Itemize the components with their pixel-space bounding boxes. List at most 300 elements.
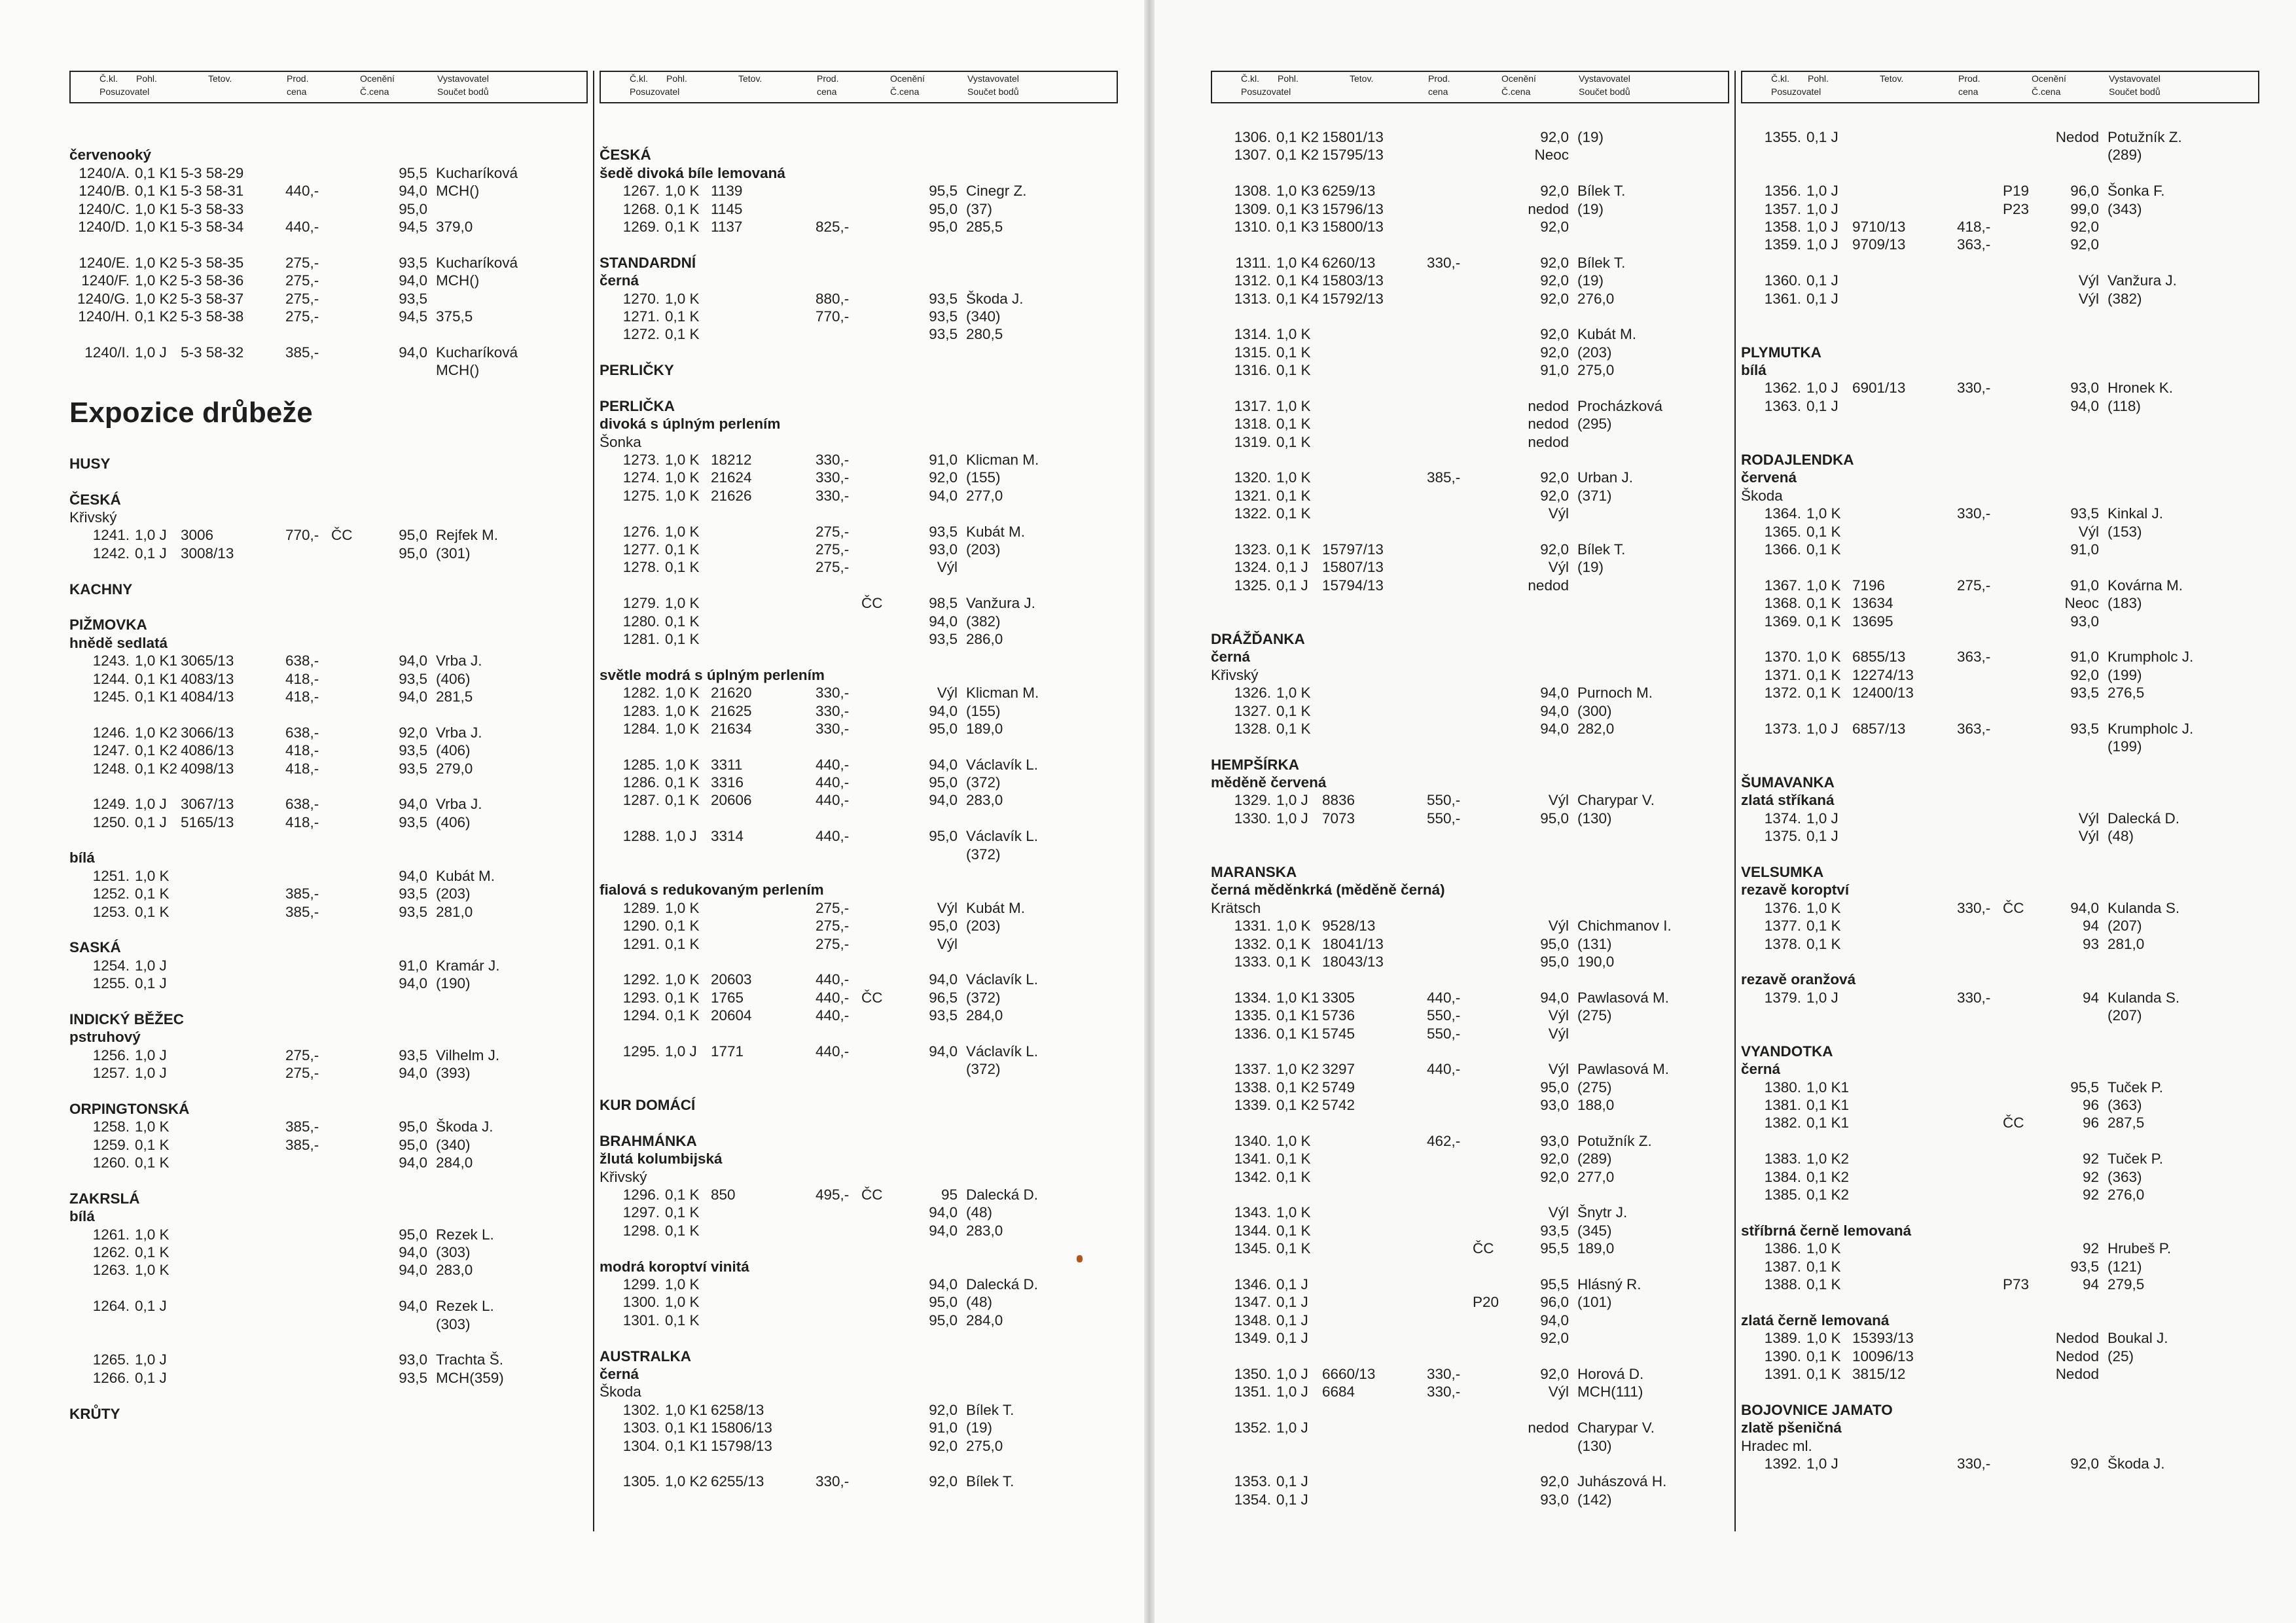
table-row: [69, 813, 588, 831]
spacer: [1741, 846, 2259, 863]
entry-sex: 1,0 K: [1806, 505, 1841, 522]
entry-score: 93,5: [399, 1046, 427, 1063]
entry-sex: 0,1 K: [1276, 1240, 1311, 1257]
entry-sex: 1,0 K4: [1276, 254, 1319, 271]
entry-number: 1248.: [92, 760, 130, 777]
header-ckl: Č.kl.: [99, 73, 118, 84]
table-row: [600, 1007, 1118, 1024]
entry-exhibitor: Charypar V.: [1577, 1419, 1655, 1436]
entry-number: 1285.: [622, 756, 660, 773]
entry-score: 95,5: [1540, 1240, 1569, 1257]
table-row: [600, 1222, 1118, 1240]
entry-exhibitor: (372): [966, 846, 1001, 863]
entry-ring: 1145: [711, 200, 743, 217]
table-row: [1741, 541, 2259, 558]
table-row: [1741, 1258, 2259, 1275]
entry-sex: 0,1 K: [665, 989, 700, 1006]
entry-exhibitor: 280,5: [966, 326, 1003, 343]
entry-number: 1377.: [1764, 918, 1801, 935]
table-row: [69, 1315, 588, 1333]
entry-sex: 1,0 K1: [1276, 989, 1319, 1006]
table-row: [600, 558, 1118, 576]
entry-exhibitor: (303): [436, 1315, 471, 1332]
entry-ring: 15393/13: [1852, 1330, 1914, 1347]
entry-sex: 0,1 J: [135, 813, 167, 830]
entry-number: 1341.: [1234, 1150, 1271, 1168]
entry-score: Nedod: [2055, 1347, 2099, 1364]
entry-score: 95,0: [399, 544, 427, 562]
entry-exhibitor: (37): [966, 200, 993, 217]
table-row: [69, 760, 588, 777]
entry-exhibitor: Bílek T.: [966, 1473, 1014, 1490]
entry-number: 1365.: [1764, 523, 1801, 540]
column-1: [69, 71, 588, 1423]
entry-sex: 1,0 J: [1806, 218, 1839, 235]
entry-price: 363,-: [1957, 720, 1991, 737]
entry-exhibitor: 284,0: [966, 1311, 1003, 1329]
entry-number: 1259.: [92, 1136, 130, 1153]
section-heading: PIŽMOVKA: [69, 616, 147, 633]
entry-score: 93,5: [2070, 1258, 2099, 1275]
column-header: [600, 71, 1118, 103]
entry-sex: 0,1 K: [1276, 505, 1311, 522]
entry-number: 1379.: [1764, 989, 1801, 1006]
entry-number: 1367.: [1764, 577, 1801, 594]
section-heading: červenooký: [69, 147, 152, 164]
entry-score: 91,0: [399, 957, 427, 974]
entry-sex: 1,0 J: [1806, 183, 1839, 200]
table-row: [1211, 128, 1729, 146]
table-row: [600, 541, 1118, 558]
entry-sex: 1,0 K: [135, 1226, 170, 1243]
entry-sex: 0,1 K: [665, 918, 700, 935]
entry-number: 1278.: [622, 559, 660, 576]
entry-sex: 0,1 K1: [135, 164, 178, 181]
entry-exhibitor: Hlásný R.: [1577, 1276, 1641, 1293]
entry-number: 1374.: [1764, 810, 1801, 827]
entry-price: 385,-: [285, 1118, 319, 1135]
header-soucet: Součet bodů: [967, 86, 1019, 97]
entry-exhibitor: (190): [436, 975, 471, 992]
entry-ring: 850: [711, 1186, 736, 1204]
entry-ring: 15798/13: [711, 1437, 772, 1454]
entry-score: 92,0: [1540, 1168, 1569, 1185]
entry-number: 1328.: [1234, 720, 1271, 737]
entry-sex: 1,0 J: [1806, 720, 1839, 737]
entry-number: 1307.: [1234, 147, 1271, 164]
entry-sex: 1,0 J: [1276, 1419, 1308, 1436]
entry-ring: 21625: [711, 702, 752, 719]
entry-score: 94: [2082, 989, 2099, 1006]
table-row: [1211, 361, 1729, 379]
spacer: [600, 1329, 1118, 1347]
entry-score: Výl: [1548, 1061, 1569, 1078]
entry-price: 275,-: [285, 254, 319, 271]
entry-sex: 1,0 J: [135, 1351, 167, 1368]
entry-exhibitor: (203): [966, 918, 1001, 935]
entry-exhibitor: Šnytr J.: [1577, 1204, 1628, 1221]
entry-price: 330,-: [816, 487, 850, 504]
section-heading: SASKÁ: [69, 939, 121, 956]
entry-sex: 1,0 K: [1806, 1240, 1841, 1257]
section-heading: KACHNY: [69, 580, 133, 597]
entry-sex: 1,0 K: [1806, 1330, 1841, 1347]
header-pohl: Pohl.: [1808, 73, 1829, 84]
entry-sex: 0,1 K2: [135, 760, 178, 777]
entry-number: 1246.: [92, 724, 130, 741]
entry-score: 91,0: [2070, 577, 2099, 594]
section-heading: HEMPŠÍRKA: [1211, 756, 1300, 773]
entry-number: 1301.: [622, 1311, 660, 1329]
section-heading: černá měděnkrká (měděně černá): [1211, 882, 1445, 899]
entry-number: 1378.: [1764, 935, 1801, 952]
table-row: [69, 652, 588, 669]
entry-ring: 18043/13: [1322, 953, 1384, 970]
header-ckl: Č.kl.: [1241, 73, 1259, 84]
header-pohl: Pohl.: [1278, 73, 1299, 84]
table-row: [1211, 1383, 1729, 1400]
entry-ring: 6855/13: [1852, 649, 1906, 666]
table-row: [600, 630, 1118, 648]
table-row: [600, 684, 1118, 702]
entry-exhibitor: Procházková: [1577, 397, 1663, 414]
entry-exhibitor: Charypar V.: [1577, 792, 1655, 809]
entry-number: 1391.: [1764, 1365, 1801, 1382]
table-row: [1741, 1329, 2259, 1347]
entry-price: 275,-: [816, 523, 850, 540]
spacer: [1741, 756, 2259, 774]
entry-score: 94,0: [929, 971, 958, 988]
spacer: [600, 344, 1118, 361]
entry-score: 95,0: [929, 918, 958, 935]
section-heading: BRAHMÁNKA: [600, 1132, 697, 1149]
section-heading: modrá koroptví vinitá: [600, 1258, 749, 1275]
spacer: [69, 473, 588, 490]
entry-exhibitor: Boukal J.: [2108, 1330, 2168, 1347]
entry-ring: 3314: [711, 828, 744, 845]
entry-sex: 0,1 K1: [1806, 1115, 1850, 1132]
entry-number: 1266.: [92, 1369, 130, 1386]
entry-score: 94,0: [399, 1262, 427, 1279]
entry-number: 1357.: [1764, 200, 1801, 217]
entry-score: 95,5: [399, 164, 427, 181]
entry-score: 94,0: [399, 688, 427, 705]
entry-score: 93,5: [399, 813, 427, 830]
entry-sex: 0,1 K: [665, 559, 700, 576]
entry-score: nedod: [1528, 200, 1569, 217]
entry-number: 1368.: [1764, 595, 1801, 612]
entry-score: 93,5: [399, 885, 427, 902]
entry-number: 1313.: [1234, 290, 1271, 307]
entry-ring: 4086/13: [181, 742, 234, 759]
entry-exhibitor: (121): [2108, 1258, 2142, 1275]
entry-exhibitor: (203): [966, 541, 1001, 558]
entry-sex: 0,1 J: [1806, 397, 1839, 414]
entry-sex: 0,1 K1: [1806, 1097, 1850, 1114]
entry-exhibitor: (372): [966, 1061, 1001, 1078]
entry-exhibitor: Bílek T.: [1577, 541, 1626, 558]
entry-number: 1345.: [1234, 1240, 1271, 1257]
spacer: [1741, 325, 2259, 343]
spacer: [1741, 1383, 2259, 1400]
table-row: [1741, 1275, 2259, 1293]
spacer: [600, 648, 1118, 666]
entry-exhibitor: (183): [2108, 595, 2142, 612]
table-row: [1211, 1437, 1729, 1455]
entry-sex: 1,0 K: [1276, 397, 1311, 414]
entry-number: 1356.: [1764, 183, 1801, 200]
entry-price: 275,-: [285, 290, 319, 307]
table-row: [600, 1401, 1118, 1419]
table-row: [1211, 397, 1729, 415]
table-row: [1211, 1060, 1729, 1078]
entry-score: 93,5: [399, 290, 427, 307]
entry-number: 1385.: [1764, 1186, 1801, 1204]
entry-score: 92,0: [1540, 469, 1569, 486]
entry-number: 1376.: [1764, 899, 1801, 916]
entry-number: 1302.: [622, 1401, 660, 1418]
entry-exhibitor: 189,0: [1577, 1240, 1615, 1257]
entry-score: 94,5: [399, 308, 427, 325]
table-row: [600, 1275, 1118, 1293]
header-cena: cena: [287, 86, 307, 97]
entry-exhibitor: (275): [1577, 1007, 1612, 1024]
entry-number: 1268.: [622, 200, 660, 217]
entry-price: 440,-: [285, 183, 319, 200]
entry-score: Nedod: [2055, 1330, 2099, 1347]
table-row: [600, 613, 1118, 630]
entry-number: 1249.: [92, 796, 130, 813]
entry-score: 93,5: [399, 254, 427, 271]
entry-exhibitor: (48): [966, 1204, 993, 1221]
header-vystavovatel: Vystavovatel: [1579, 73, 1630, 84]
entry-sex: 0,1 K2: [1806, 1168, 1850, 1185]
entry-exhibitor: Václavík L.: [966, 1043, 1039, 1060]
entry-sex: 0,1 K: [1276, 953, 1311, 970]
entry-award: P20: [1473, 1294, 1499, 1311]
table-row: [1741, 1240, 2259, 1257]
section-heading: PERLIČKA: [600, 397, 675, 414]
entry-price: 550,-: [1427, 1007, 1461, 1024]
entry-ring: 5-3 58-37: [181, 290, 244, 307]
entry-number: 1386.: [1764, 1240, 1801, 1257]
table-row: [1211, 272, 1729, 289]
table-row: [69, 1261, 588, 1279]
entry-exhibitor: 285,5: [966, 218, 1003, 235]
entry-sex: 0,1 K: [1806, 1347, 1841, 1364]
breeder-name: Hradec ml.: [1741, 1437, 1812, 1454]
table-row: [69, 526, 588, 544]
spacer: [600, 738, 1118, 755]
section-heading: zlatě pšeničná: [1741, 1419, 1842, 1436]
table-row: [1211, 953, 1729, 971]
spacer: [1741, 630, 2259, 648]
entry-number: 1352.: [1234, 1419, 1271, 1436]
entry-exhibitor: Kulanda S.: [2108, 899, 2180, 916]
entry-ring: 5-3 58-29: [181, 164, 244, 181]
table-row: [600, 720, 1118, 738]
spacer: [1741, 953, 2259, 971]
column-header: [1741, 71, 2259, 103]
entry-score: 93,5: [929, 290, 958, 307]
entry-exhibitor: (345): [1577, 1222, 1612, 1239]
entry-sex: 0,1 K: [665, 541, 700, 558]
entry-ring: 5-3 58-32: [181, 344, 244, 361]
entry-exhibitor: (19): [966, 1419, 993, 1436]
entry-ring: 15796/13: [1322, 200, 1384, 217]
spacer: [1211, 1258, 1729, 1275]
entry-number: 1240/C.: [78, 200, 130, 217]
table-row: [1211, 917, 1729, 935]
table-row: [1211, 218, 1729, 236]
spacer: [1741, 1204, 2259, 1221]
breeder-name: Křivský: [1211, 666, 1259, 683]
entry-exhibitor: (130): [1577, 810, 1612, 827]
header-tetov: Tetov.: [1880, 73, 1904, 84]
entry-score: 96,0: [2070, 183, 2099, 200]
entry-ring: 5165/13: [181, 813, 234, 830]
entry-price: 418,-: [285, 813, 319, 830]
entry-exhibitor: (130): [1577, 1437, 1612, 1454]
table-row: [69, 344, 588, 361]
entry-sex: 0,1 K2: [1276, 1079, 1319, 1096]
entry-ring: 5745: [1322, 1025, 1355, 1042]
entry-number: 1355.: [1764, 129, 1801, 145]
entry-number: 1294.: [622, 1007, 660, 1024]
entry-exhibitor: Hrubeš P.: [2108, 1240, 2172, 1257]
entry-ring: 15797/13: [1322, 541, 1384, 558]
entry-sex: 0,1 K: [135, 885, 170, 902]
entry-sex: 0,1 K: [135, 1136, 170, 1153]
header-posuzovatel: Posuzovatel: [99, 86, 150, 97]
entry-number: 1324.: [1234, 559, 1271, 576]
entry-number: 1342.: [1234, 1168, 1271, 1185]
entry-score: Výl: [1548, 505, 1569, 522]
entry-price: 440,-: [816, 971, 850, 988]
entry-score: 92,0: [1540, 541, 1569, 558]
entry-score: 96: [2082, 1115, 2099, 1132]
entry-exhibitor: Rezek L.: [436, 1298, 494, 1315]
entry-exhibitor: Kovárna M.: [2108, 577, 2183, 594]
header-cena: cena: [1428, 86, 1448, 97]
header-soucet: Součet bodů: [2109, 86, 2161, 97]
table-row: [1741, 666, 2259, 684]
entry-sex: 0,1 K: [665, 1204, 700, 1221]
entry-price: 275,-: [816, 918, 850, 935]
table-row: [600, 791, 1118, 809]
table-row: [600, 1293, 1118, 1311]
entry-number: 1305.: [622, 1473, 660, 1490]
entry-sex: 0,1 J: [1806, 272, 1839, 289]
entry-price: 440,-: [1427, 1061, 1461, 1078]
table-row: [1741, 1150, 2259, 1168]
entry-sex: 0,1 K2: [135, 308, 178, 325]
header-tetov: Tetov.: [1350, 73, 1374, 84]
column-divider-left: [593, 71, 594, 1531]
entry-score: 93,0: [399, 1351, 427, 1368]
table-row: [69, 724, 588, 741]
entry-score: nedod: [1528, 416, 1569, 433]
entry-exhibitor: Vilhelm J.: [436, 1046, 500, 1063]
entry-ring: 7196: [1852, 577, 1886, 594]
spacer: [1211, 827, 1729, 845]
entry-number: 1315.: [1234, 344, 1271, 361]
entry-score: 94,0: [399, 1298, 427, 1315]
entry-number: 1254.: [92, 957, 130, 974]
table-row: [600, 702, 1118, 720]
table-row: [1741, 1096, 2259, 1114]
entry-number: 1371.: [1764, 666, 1801, 683]
header-cena: cena: [1958, 86, 1979, 97]
spacer: [600, 379, 1118, 397]
entry-sex: 1,0 K2: [1276, 1061, 1319, 1078]
section-heading: stříbrná černě lemovaná: [1741, 1222, 1912, 1239]
table-row: [600, 1186, 1118, 1204]
entry-sex: 1,0 K: [665, 1294, 700, 1311]
entry-number: 1244.: [92, 670, 130, 687]
entry-price: 330,-: [1957, 380, 1991, 397]
entry-score: 95,0: [399, 200, 427, 217]
entry-sex: 1,0 J: [1276, 792, 1308, 809]
entry-sex: 0,1 K1: [135, 688, 178, 705]
column-divider-right: [1734, 71, 1736, 1531]
entry-sex: 0,1 K2: [1276, 129, 1319, 145]
entry-score: 98,5: [929, 595, 958, 612]
spacer: [600, 1240, 1118, 1257]
entry-price: 275,-: [816, 899, 850, 916]
section-heading: bílá: [1741, 362, 1767, 379]
entry-ring: 21626: [711, 487, 752, 504]
entry-number: 1321.: [1234, 487, 1271, 504]
entry-price: 330,-: [1957, 1455, 1991, 1472]
entry-sex: 1,0 K: [135, 1118, 170, 1135]
entry-score: Výl: [937, 935, 958, 952]
section-title: Expozice drůbeže: [69, 397, 313, 429]
header-pohl: Pohl.: [666, 73, 687, 84]
entry-exhibitor: 275,0: [966, 1437, 1003, 1454]
entry-number: 1392.: [1764, 1455, 1801, 1472]
entry-exhibitor: (203): [1577, 344, 1612, 361]
header-ckl: Č.kl.: [1771, 73, 1789, 84]
spacer: [600, 1025, 1118, 1043]
spacer: [69, 1333, 588, 1351]
entry-sex: 1,0 K: [665, 452, 700, 469]
entry-sex: 1,0 K: [1276, 918, 1311, 935]
entry-sex: 0,1 J: [1276, 577, 1308, 594]
entry-price: 418,-: [285, 670, 319, 687]
entry-ring: 10096/13: [1852, 1347, 1914, 1364]
entry-exhibitor: 189,0: [966, 720, 1003, 737]
entry-exhibitor: (207): [2108, 918, 2142, 935]
table-row: [1211, 577, 1729, 594]
entry-award: ČC: [331, 527, 353, 544]
entry-number: 1243.: [92, 652, 130, 669]
spacer: [69, 777, 588, 795]
entry-sex: 1,0 K1: [135, 218, 178, 235]
entry-exhibitor: 276,0: [1577, 290, 1615, 307]
entry-ring: 21634: [711, 720, 752, 737]
entry-score: 92,0: [929, 1401, 958, 1418]
entry-score: 95,0: [929, 1294, 958, 1311]
entry-number: 1267.: [622, 183, 660, 200]
entry-exhibitor: Šonka F.: [2108, 183, 2165, 200]
section-heading: šedě divoká bíle lemovaná: [600, 164, 785, 181]
entry-ring: 1765: [711, 989, 744, 1006]
entry-award: ČC: [1473, 1240, 1494, 1257]
entry-score: 93,5: [2070, 685, 2099, 702]
table-row: [600, 469, 1118, 486]
entry-exhibitor: Škoda J.: [2108, 1455, 2165, 1472]
